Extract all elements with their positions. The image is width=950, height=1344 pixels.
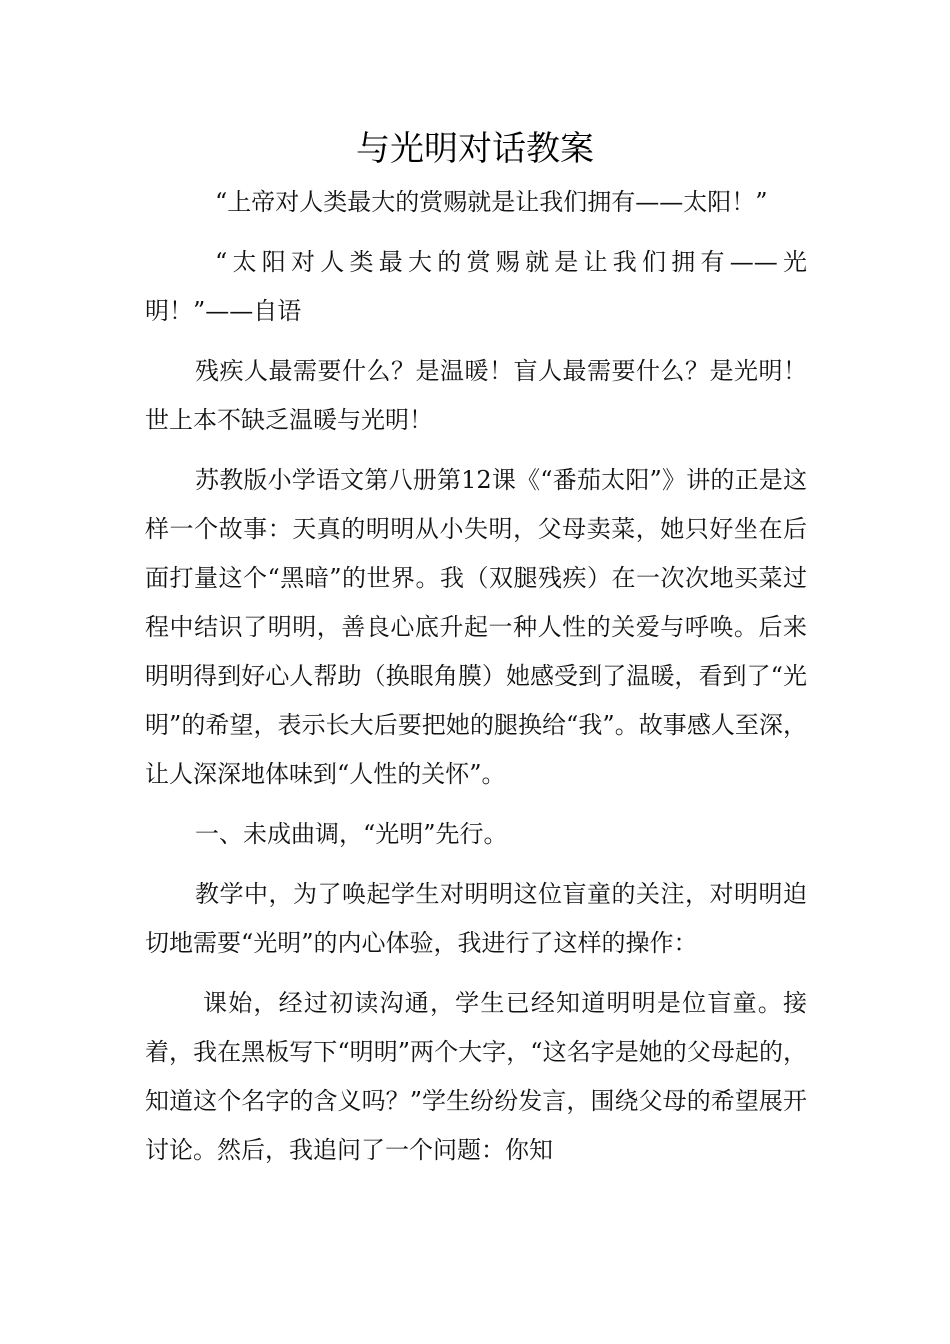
paragraph-quote-light: “太阳对人类最大的赏赐就是让我们拥有——光明！”——自语: [145, 248, 807, 325]
document-body: [145, 178, 807, 1175]
paragraph-lesson-start: 课始，经过初读沟通，学生已经知道明明是位盲童。接着，我在黑板写下“明明”两个大字，“这名字是她的父母起的，知道这个名字的含义吗？”学生纷纷发言，围绕父母的希望展开讨论。然后，我追问了一个问题：你知: [145, 989, 807, 1164]
paragraph-needs: 残疾人最需要什么？是温暖！盲人最需要什么？是光明！世上本不缺乏温暖与光明！: [145, 357, 807, 434]
paragraph-teaching-intro: 教学中，为了唤起学生对明明这位盲童的关注，对明明迫切地需要“光明”的内心体验，我进行了这样的操作：: [145, 880, 807, 957]
document-title: 与光明对话教案: [356, 129, 594, 169]
paragraph-story-summary: 苏教版小学语文第八册第12课《“番茄太阳”》讲的正是这样一个故事：天真的明明从小失明，父母卖菜，她只好坐在后面打量这个“黑暗”的世界。我（双腿残疾）在一次次地买菜过程中结识了明明，善良心底升起一种人性的关爱与呼唤。后来明明得到好心人帮助（换眼角膜）她感受到了温暖，看到了“光明”的希望，表示长大后要把她的腿换给“我”。故事感人至深，让人深深地体味到“人性的关怀”。: [145, 466, 807, 788]
paragraph-quote-sun: “上帝对人类最大的赏赐就是让我们拥有——太阳！”: [215, 188, 768, 216]
section-heading-one: 一、未成曲调，“光明”先行。: [195, 820, 508, 848]
